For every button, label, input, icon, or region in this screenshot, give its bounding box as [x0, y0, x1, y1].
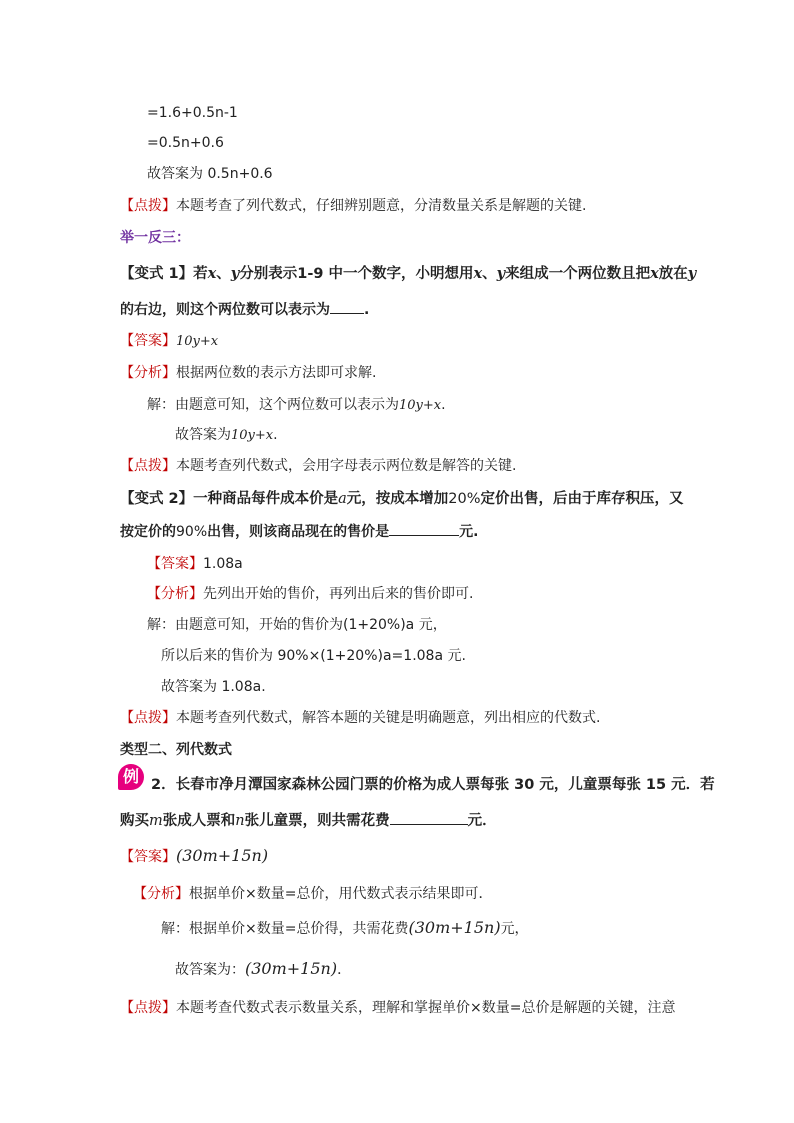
- analysis-line-3: 【分析】根据单价×数量=总价，用代数式表示结果即可．: [133, 886, 493, 902]
- solution-line-2c: 故答案为 1.08a.: [161, 679, 266, 695]
- answer-blank: [389, 521, 459, 536]
- line-equation-2: =0.5n+0.6: [147, 135, 224, 151]
- example-2-line-1: 2．长春市净月潭国家森林公园门票的价格为成人票每张 30 元，儿童票每张 15 元．若: [151, 777, 715, 793]
- variant-2-tag: 【变式 2】: [120, 491, 194, 507]
- analysis-line-2: 【分析】先列出开始的售价，再列出后来的售价即可.: [147, 586, 474, 602]
- type-heading: 类型二、列代数式: [120, 742, 232, 758]
- tip-line-2: 【点拨】本题考查列代数式，会用字母表示两位数是解答的关键.: [120, 458, 517, 474]
- variant-2-line-2: 按定价的90%出售，则该商品现在的售价是 元.: [120, 521, 478, 542]
- tip-text: 本题考查了列代数式，仔细辨别题意，分清数量关系是解题的关键.: [176, 198, 587, 214]
- variant-1-tag: 【变式 1】: [120, 266, 194, 282]
- tip-line-1: [120, 196, 586, 216]
- solution-line-2a: 解：由题意可知，开始的售价为(1+20%)a 元，: [147, 617, 447, 633]
- answer-blank: [330, 299, 364, 314]
- variant-2-line-1: 【变式 2】一种商品每件成本价是a元，按成本增加20%定价出售，后由于库存积压，又: [120, 491, 684, 507]
- tip-line-4: 【点拨】本题考查代数式表示数量关系，理解和掌握单价×数量=总价是解题的关键，注意: [120, 1000, 676, 1016]
- analysis-line-1: 【分析】根据两位数的表示方法即可求解.: [120, 365, 377, 381]
- answer-line-3: 【答案】(30m+15n): [120, 846, 269, 865]
- section-heading-practice: 举一反三：: [120, 230, 190, 246]
- answer-blank: [390, 810, 468, 825]
- solution-line-1b: 故答案为10y+x.: [175, 427, 278, 443]
- solution-line-3a: 解：根据单价×数量=总价得，共需花费(30m+15n)元，: [161, 918, 529, 937]
- line-equation-1: =1.6+0.5n-1: [147, 105, 238, 121]
- answer-line-1: 【答案】10y+x: [120, 333, 219, 349]
- solution-line-3b: 故答案为：(30m+15n)．: [175, 959, 352, 978]
- tip-line-3: 【点拨】本题考查列代数式，解答本题的关键是明确题意，列出相应的代数式.: [120, 710, 601, 726]
- solution-line-1a: 解：由题意可知，这个两位数可以表示为10y+x.: [147, 397, 446, 413]
- variant-1-line-1: 【变式 1】若x、y分别表示1-9 中一个数字，小明想用x、y来组成一个两位数且把x放在y: [120, 265, 697, 282]
- variant-1-line-2: 的右边，则这个两位数可以表示为 .: [120, 299, 369, 320]
- line-answer-1: 故答案为 0.5n+0.6: [147, 166, 273, 182]
- example-badge: 例: [118, 764, 144, 790]
- solution-line-2b: 所以后来的售价为 90%×(1+20%)a=1.08a 元.: [161, 648, 466, 664]
- example-2-line-2: 购买m张成人票和n张儿童票，则共需花费 元．: [120, 810, 497, 831]
- tip-tag: 【点拨】: [120, 198, 176, 214]
- answer-line-2: 【答案】1.08a: [147, 556, 243, 572]
